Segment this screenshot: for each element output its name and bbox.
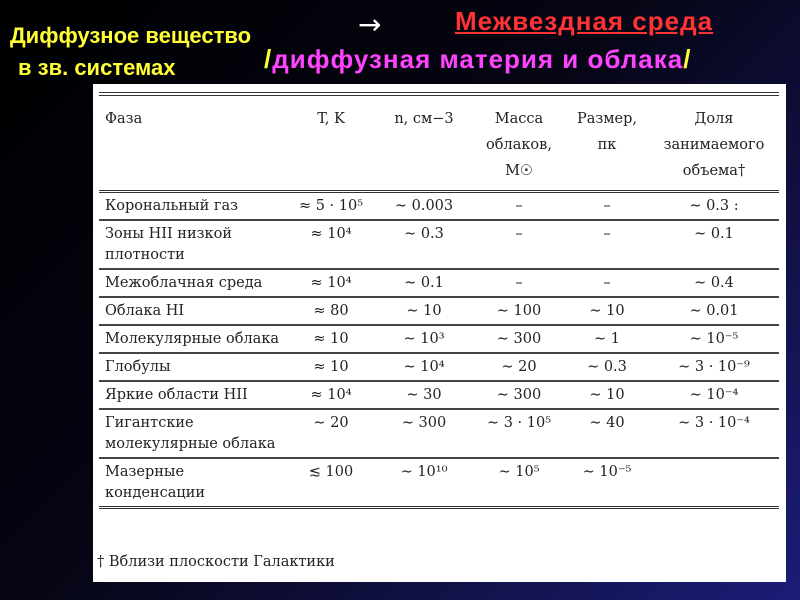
col-header-phase: Фаза [105, 111, 143, 127]
table-footnote: † Вблизи плоскости Галактики [97, 554, 335, 570]
cell-volume-fraction: ∼ 10⁻⁴ [689, 387, 739, 403]
cell-volume-fraction: ∼ 0.4 [694, 275, 734, 291]
table-row [99, 458, 779, 508]
cell-size: – [603, 226, 611, 242]
table-row [99, 381, 779, 409]
cell-volume-fraction: ∼ 0.3 : [689, 198, 739, 214]
arrow-icon: → [358, 8, 382, 41]
table-row [99, 220, 779, 269]
header-left [10, 20, 251, 84]
cell-phase: Гигантские молекулярные облака [105, 415, 276, 452]
cell-mass: – [515, 226, 523, 242]
cell-volume-fraction: ∼ 3 · 10⁻⁹ [678, 359, 750, 375]
table-row [99, 325, 779, 353]
cell-density: ∼ 0.3 [404, 226, 444, 242]
col-header-mass: Масса облаков, M☉ [486, 111, 552, 179]
cell-density: ∼ 10¹⁰ [400, 464, 448, 480]
cell-volume-fraction: ∼ 3 · 10⁻⁴ [678, 415, 750, 431]
cell-mass: ∼ 300 [496, 387, 542, 403]
table-row [99, 192, 779, 221]
table-row [99, 353, 779, 381]
cell-size: ∼ 10 [589, 387, 625, 403]
cell-mass: ∼ 3 · 10⁵ [486, 415, 552, 431]
cell-size: ∼ 0.3 [587, 359, 627, 375]
cell-volume-fraction [649, 458, 779, 508]
col-header-size: Размер, пк [576, 111, 638, 153]
subtitle-open-slash: / [264, 44, 273, 74]
col-header-temperature: T, K [317, 111, 345, 127]
table-row [99, 409, 779, 458]
col-header-volume-fraction: Доля занимаемого объема† [663, 111, 765, 179]
cell-density: ∼ 30 [406, 387, 442, 403]
cell-temperature: ≈ 80 [313, 303, 349, 319]
cell-size: – [603, 198, 611, 214]
cell-temperature: ≈ 10⁴ [310, 275, 352, 291]
cell-phase: Зоны HII низкой плотности [105, 226, 232, 263]
cell-size: ∼ 1 [594, 331, 620, 347]
cell-density: ∼ 10³ [403, 331, 445, 347]
cell-density: ∼ 300 [401, 415, 447, 431]
cell-phase: Корональный газ [105, 198, 239, 214]
cell-density: ∼ 0.1 [404, 275, 444, 291]
cell-mass: – [515, 198, 523, 214]
col-header-density: n, см−3 [394, 111, 454, 127]
subtitle-close-slash: / [683, 44, 692, 74]
cell-phase: Яркие области HII [105, 387, 248, 403]
cell-phase: Глобулы [105, 359, 171, 375]
page-subtitle [264, 44, 691, 75]
cell-phase: Молекулярные облака [105, 331, 280, 347]
cell-mass: ∼ 300 [496, 331, 542, 347]
cell-volume-fraction: ∼ 0.1 [694, 226, 734, 242]
cell-size: ∼ 10⁻⁵ [582, 464, 632, 480]
cell-mass: ∼ 100 [496, 303, 542, 319]
table-sheet [93, 84, 786, 582]
cell-size: ∼ 10 [589, 303, 625, 319]
cell-temperature: ≈ 5 · 10⁵ [298, 198, 364, 214]
cell-mass: ∼ 10⁵ [498, 464, 540, 480]
cell-temperature: ≈ 10⁴ [310, 387, 352, 403]
cell-mass: – [515, 275, 523, 291]
cell-temperature: ≈ 10⁴ [310, 226, 352, 242]
cell-density: ∼ 10 [406, 303, 442, 319]
cell-temperature: ≈ 10 [313, 331, 349, 347]
page-title: Межвездная среда [455, 6, 714, 36]
cell-temperature: ≲ 100 [308, 464, 354, 480]
cell-phase: Мазерные конденсации [105, 464, 206, 501]
table-row [99, 269, 779, 297]
cell-mass: ∼ 20 [501, 359, 537, 375]
subtitle-text: диффузная материя и облака [272, 44, 684, 74]
cell-temperature: ≈ 10 [313, 359, 349, 375]
cell-phase: Облака HI [105, 303, 185, 319]
cell-density: ∼ 10⁴ [403, 359, 445, 375]
cell-temperature: ∼ 20 [313, 415, 349, 431]
table-header-row [99, 94, 779, 192]
phases-table [99, 92, 779, 509]
cell-size: – [603, 275, 611, 291]
table-row [99, 297, 779, 325]
header-left-line1: Диффузное вещество [10, 23, 252, 48]
cell-volume-fraction: ∼ 10⁻⁵ [689, 331, 739, 347]
cell-phase: Межоблачная среда [105, 275, 263, 291]
cell-volume-fraction: ∼ 0.01 [689, 303, 739, 319]
cell-size: ∼ 40 [589, 415, 625, 431]
header-left-line2: в зв. системах [18, 55, 176, 80]
cell-density: ∼ 0.003 [394, 198, 454, 214]
